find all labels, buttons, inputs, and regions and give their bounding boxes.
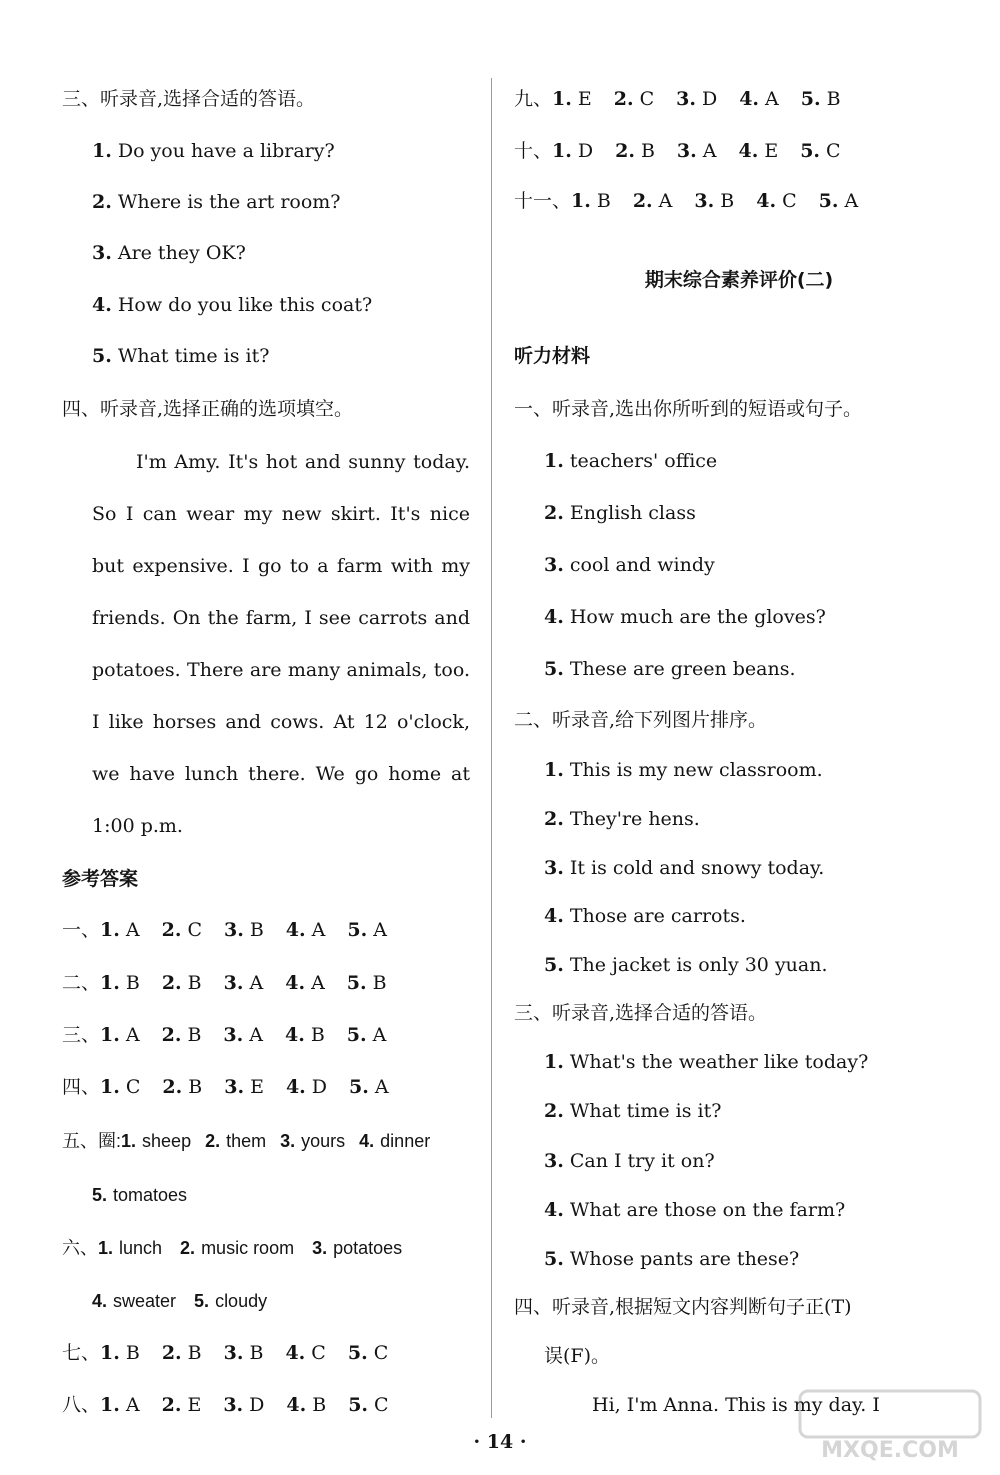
answer-row: 一、1. A 2. C 3. B 4. A 5. A [62,919,387,941]
q4-heading-cont: 误(F)。 [544,1345,611,1367]
sec3-item: 4. How do you like this coat? [92,294,373,316]
sec4-paragraph-line: So I can wear my new skirt. It's nice [92,503,470,525]
sec4-paragraph-line: but expensive. I go to a farm with my [92,555,470,577]
answer-row-circle-cont: 5. tomatoes [92,1185,188,1205]
q3-item: 2. What time is it? [544,1100,722,1122]
sec3-item: 3. Are they OK? [92,242,246,264]
q1-item: 1. teachers' office [544,450,718,472]
q3-item: 3. Can I try it on? [544,1150,715,1172]
q2-item: 3. It is cold and snowy today. [544,857,825,879]
answer-row: 八、1. A 2. E 3. D 4. B 5. C [62,1394,389,1416]
answer-row-fill: 六、1. lunch 2. music room 3. potatoes [62,1238,403,1258]
q1-item: 2. English class [544,502,696,524]
sec4-paragraph-line: potatoes. There are many animals, too. [92,659,470,681]
answer-row: 十一、1. B 2. A 3. B 4. C 5. A [514,190,859,212]
sec4-paragraph-line: 1:00 p.m. [92,815,183,837]
answer-row: 十、1. D 2. B 3. A 4. E 5. C [514,140,841,162]
sec3-item: 1. Do you have a library? [92,140,335,162]
q2-item: 2. They're hens. [544,808,700,830]
answer-row: 四、1. C 2. B 3. E 4. D 5. A [62,1076,389,1098]
sec3-item: 5. What time is it? [92,345,270,367]
q1-item: 3. cool and windy [544,554,715,576]
answer-row: 七、1. B 2. B 3. B 4. C 5. C [62,1342,389,1364]
answer-row: 九、1. E 2. C 3. D 4. A 5. B [514,88,841,110]
answer-row-circle: 五、圈:1. sheep 2. them 3. yours 4. dinner [62,1131,431,1151]
q2-item: 1. This is my new classroom. [544,759,823,781]
listening-heading: 听力材料 [514,345,591,367]
q2-heading: 二、听录音,给下列图片排序。 [514,709,768,731]
answer-row: 二、1. B 2. B 3. A 4. A 5. B [62,972,387,994]
answer-row: 三、1. A 2. B 3. A 4. B 5. A [62,1024,387,1046]
q1-item: 4. How much are the gloves? [544,606,826,628]
answers-heading: 参考答案 [62,868,139,890]
q1-heading: 一、听录音,选出你所听到的短语或句子。 [514,398,863,420]
section-title: 期末综合素养评价(二) [644,269,834,291]
sec4-paragraph-line: we have lunch there. We go home at [92,763,470,785]
sec4-paragraph-line: I'm Amy. It's hot and sunny today. [136,451,470,473]
q3-item: 1. What's the weather like today? [544,1051,869,1073]
answer-row-fill-cont: 4. sweater 5. cloudy [92,1291,268,1311]
sec3-heading: 三、听录音,选择合适的答语。 [62,88,316,110]
column-divider [491,78,492,1418]
page-number: · 14 · [473,1431,527,1453]
sec4-heading: 四、听录音,选择正确的选项填空。 [62,398,354,420]
q2-item: 4. Those are carrots. [544,905,746,927]
sec4-paragraph-line: I like horses and cows. At 12 o'clock, [92,711,470,733]
q3-heading: 三、听录音,选择合适的答语。 [514,1002,768,1024]
watermark-logo-icon [790,1385,990,1465]
sec3-item: 2. Where is the art room? [92,191,341,213]
q1-item: 5. These are green beans. [544,658,796,680]
q3-item: 4. What are those on the farm? [544,1199,846,1221]
watermark-text: MXQE.COM [821,1438,959,1463]
q3-item: 5. Whose pants are these? [544,1248,800,1270]
sec4-paragraph-line: friends. On the farm, I see carrots and [92,607,470,629]
q4-heading: 四、听录音,根据短文内容判断句子正(T) [514,1296,852,1318]
q4-paragraph-start: Hi, I'm Anna. This is my day. I [592,1394,880,1416]
q2-item: 5. The jacket is only 30 yuan. [544,954,828,976]
